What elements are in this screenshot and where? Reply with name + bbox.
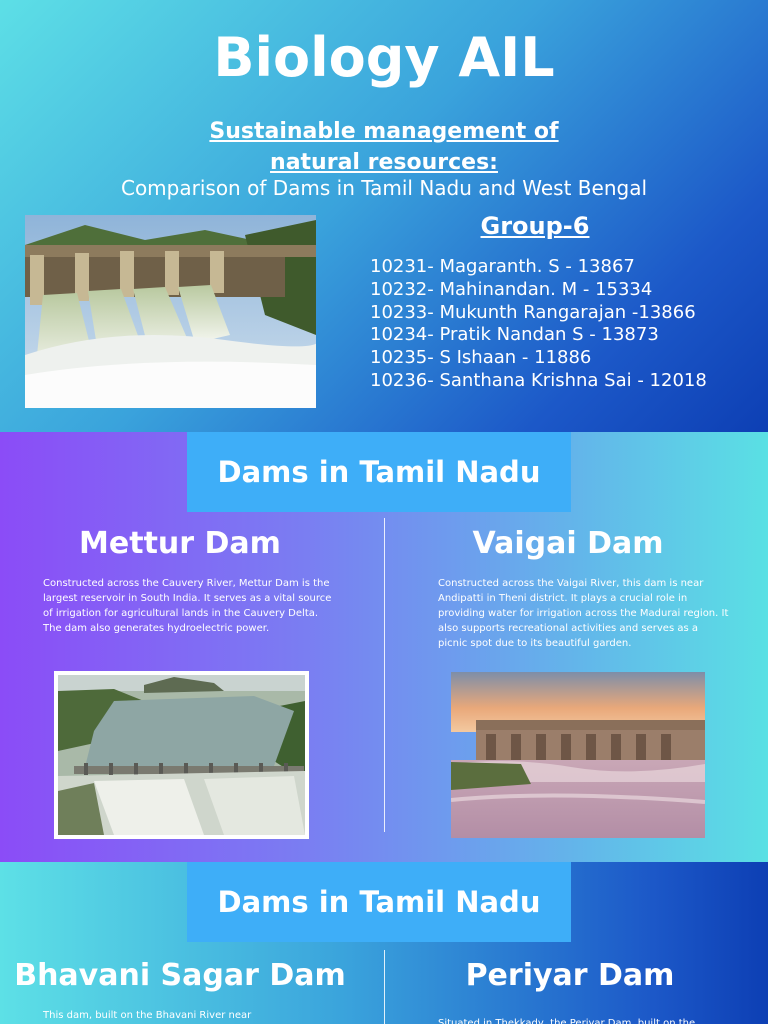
topic-heading-line1: Sustainable management of (209, 119, 559, 144)
section-banner: Dams in Tamil Nadu (187, 432, 571, 512)
section-banner: Dams in Tamil Nadu (187, 862, 571, 942)
member-list (370, 256, 707, 393)
mettur-dam-photo (54, 671, 309, 839)
dam-title-periyar: Periyar Dam (465, 958, 675, 993)
member-item: 10234- Pratik Nandan S - 13873 (370, 324, 659, 346)
group-label: Group-6 (480, 212, 590, 240)
member-item: 10232- Mahinandan. M - 15334 (370, 278, 653, 300)
topic-heading-line2: natural resources: (270, 150, 498, 175)
topic-heading (150, 116, 618, 178)
dam-description-periyar: Situated in Thekkady, the Periyar Dam, built on the (438, 1018, 696, 1029)
tamil-nadu-dams-section-2 (0, 862, 768, 1029)
column-divider (384, 950, 385, 1024)
member-item: 10233- Mukunth Rangarajan -13866 (370, 301, 696, 323)
dam-description-vaigai: Constructed across the Vaigai River, this dam is near Andipatti in Theni district. It plays a crucial role in providing water for irrigation across the Madurai region. It also supports recreational activities and serves as a picnic spot due to its beautiful garden. (438, 578, 729, 649)
dam-title-bhavani: Bhavani Sagar Dam (14, 958, 346, 993)
dam-title-vaigai: Vaigai Dam (472, 526, 664, 561)
dam-description-bhavani: This dam, built on the Bhavani River near (43, 1010, 252, 1021)
dam-spillway-photo (25, 215, 316, 408)
member-item: 10236- Santhana Krishna Sai - 12018 (370, 369, 707, 391)
tamil-nadu-dams-section (0, 432, 768, 862)
member-item: 10231- Magaranth. S - 13867 (370, 256, 635, 277)
page-title: Biology AIL (213, 26, 555, 89)
vaigai-dam-photo (451, 672, 705, 838)
member-item: 10235- S Ishaan - 11886 (370, 347, 592, 369)
comparison-subtitle: Comparison of Dams in Tamil Nadu and West Bengal (120, 176, 648, 200)
header-section (0, 0, 768, 432)
dam-title-mettur: Mettur Dam (79, 526, 281, 561)
dam-description-mettur: Constructed across the Cauvery River, Mettur Dam is the largest reservoir in South India. It serves as a vital source of irrigation for agricultural lands in the Cauvery Delta. The dam also generates hydroelectric power. (43, 578, 332, 634)
column-divider (384, 518, 385, 832)
